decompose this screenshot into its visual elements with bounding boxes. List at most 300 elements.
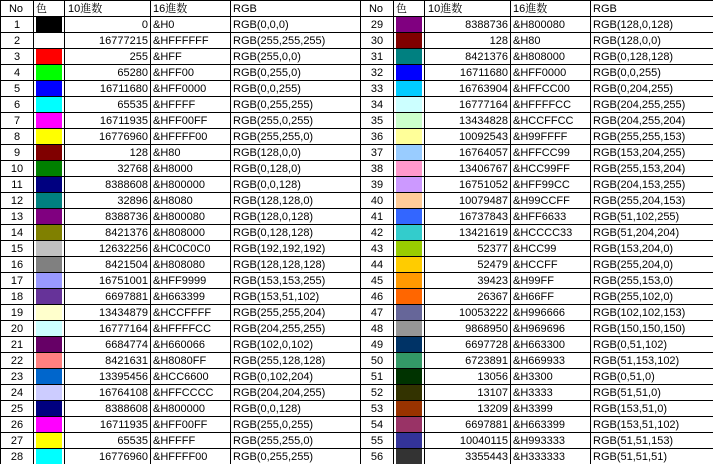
cell-color-swatch-right: [394, 65, 425, 81]
cell-decimal-right: 9868950: [425, 321, 511, 337]
cell-hex-right: &H3399: [511, 401, 591, 417]
cell-decimal-right: 26367: [425, 289, 511, 305]
cell-color-swatch-right: [394, 145, 425, 161]
color-swatch: [396, 65, 422, 80]
cell-no-right: 50: [361, 353, 394, 369]
cell-rgb-right: RGB(150,150,150): [591, 321, 713, 337]
cell-color-swatch-right: [394, 177, 425, 193]
cell-no-left: 17: [1, 273, 34, 289]
cell-hex-right: &H3333: [511, 385, 591, 401]
cell-decimal-left: 16764108: [65, 385, 151, 401]
cell-decimal-right: 16737843: [425, 209, 511, 225]
cell-rgb-right: RGB(128,0,0): [591, 33, 713, 49]
cell-no-left: 25: [1, 401, 34, 417]
table-row: [1, 145, 713, 161]
cell-color-swatch-left: [34, 17, 65, 33]
table-row: [1, 161, 713, 177]
color-swatch: [396, 209, 422, 224]
cell-hex-right: &H969696: [511, 321, 591, 337]
cell-decimal-left: 16711935: [65, 113, 151, 129]
cell-hex-right: &HFF6633: [511, 209, 591, 225]
cell-color-swatch-left: [34, 289, 65, 305]
cell-no-left: 15: [1, 241, 34, 257]
cell-hex-right: &HCCFF: [511, 257, 591, 273]
cell-no-left: 1: [1, 17, 34, 33]
cell-color-swatch-right: [394, 97, 425, 113]
cell-hex-right: &HFFCC00: [511, 81, 591, 97]
cell-decimal-right: 3355443: [425, 449, 511, 464]
cell-no-left: 22: [1, 353, 34, 369]
cell-hex-right: &H663399: [511, 417, 591, 433]
color-swatch: [36, 177, 62, 192]
table-row: [1, 209, 713, 225]
color-swatch: [36, 65, 62, 80]
cell-decimal-left: 16711935: [65, 417, 151, 433]
cell-decimal-right: 16751052: [425, 177, 511, 193]
color-swatch: [396, 113, 422, 128]
table-row: [1, 97, 713, 113]
cell-rgb-left: RGB(204,204,255): [231, 385, 361, 401]
color-swatch: [396, 225, 422, 240]
color-swatch: [36, 49, 62, 64]
cell-decimal-right: 16763904: [425, 81, 511, 97]
cell-rgb-right: RGB(153,204,255): [591, 145, 713, 161]
cell-hex-right: &HCCFFCC: [511, 113, 591, 129]
color-swatch: [36, 129, 62, 144]
cell-hex-left: &HCC6600: [151, 369, 231, 385]
cell-no-right: 37: [361, 145, 394, 161]
cell-color-swatch-left: [34, 385, 65, 401]
cell-hex-left: &HFF00: [151, 65, 231, 81]
cell-no-right: 55: [361, 433, 394, 449]
header-decimal-left: 10進数: [65, 1, 151, 17]
cell-rgb-right: RGB(51,51,51): [591, 449, 713, 464]
cell-color-swatch-right: [394, 369, 425, 385]
cell-no-right: 54: [361, 417, 394, 433]
color-swatch: [396, 145, 422, 160]
cell-decimal-right: 6697728: [425, 337, 511, 353]
cell-no-right: 56: [361, 449, 394, 464]
cell-no-right: 48: [361, 321, 394, 337]
table-row: [1, 305, 713, 321]
cell-hex-left: &H800000: [151, 401, 231, 417]
cell-rgb-left: RGB(128,128,0): [231, 193, 361, 209]
cell-color-swatch-right: [394, 49, 425, 65]
table-row: [1, 337, 713, 353]
cell-no-left: 16: [1, 257, 34, 273]
cell-color-swatch-right: [394, 401, 425, 417]
cell-rgb-left: RGB(128,128,128): [231, 257, 361, 273]
color-swatch: [396, 305, 422, 320]
cell-decimal-right: 39423: [425, 273, 511, 289]
cell-no-left: 8: [1, 129, 34, 145]
cell-decimal-right: 13434828: [425, 113, 511, 129]
cell-hex-right: &H80: [511, 33, 591, 49]
cell-rgb-right: RGB(255,255,153): [591, 129, 713, 145]
table-row: [1, 257, 713, 273]
color-swatch: [36, 273, 62, 288]
cell-decimal-right: 6697881: [425, 417, 511, 433]
cell-hex-right: &HFFCC99: [511, 145, 591, 161]
cell-color-swatch-right: [394, 385, 425, 401]
table-row: [1, 289, 713, 305]
cell-no-right: 31: [361, 49, 394, 65]
cell-color-swatch-right: [394, 273, 425, 289]
cell-no-left: 28: [1, 449, 34, 464]
cell-hex-right: &H99FFFF: [511, 129, 591, 145]
cell-decimal-left: 8388736: [65, 209, 151, 225]
color-swatch: [36, 385, 62, 400]
cell-no-left: 21: [1, 337, 34, 353]
cell-color-swatch-left: [34, 321, 65, 337]
cell-decimal-right: 10053222: [425, 305, 511, 321]
cell-no-left: 26: [1, 417, 34, 433]
cell-hex-left: &HFF: [151, 49, 231, 65]
cell-hex-right: &H663300: [511, 337, 591, 353]
cell-hex-left: &HFF9999: [151, 273, 231, 289]
cell-rgb-left: RGB(255,255,255): [231, 33, 361, 49]
cell-rgb-left: RGB(128,0,128): [231, 209, 361, 225]
cell-no-right: 47: [361, 305, 394, 321]
color-swatch: [36, 433, 62, 448]
cell-color-swatch-left: [34, 433, 65, 449]
cell-rgb-left: RGB(0,128,128): [231, 225, 361, 241]
cell-decimal-right: 13406767: [425, 161, 511, 177]
cell-no-right: 34: [361, 97, 394, 113]
cell-no-left: 5: [1, 81, 34, 97]
cell-color-swatch-left: [34, 177, 65, 193]
table-row: [1, 17, 713, 33]
header-color-right: 色: [394, 1, 425, 17]
cell-no-right: 35: [361, 113, 394, 129]
cell-rgb-right: RGB(0,51,102): [591, 337, 713, 353]
color-swatch: [396, 385, 422, 400]
cell-color-swatch-left: [34, 225, 65, 241]
cell-hex-right: &HCCCC33: [511, 225, 591, 241]
color-swatch: [396, 49, 422, 64]
cell-no-right: 38: [361, 161, 394, 177]
color-swatch: [36, 289, 62, 304]
color-swatch: [36, 33, 62, 48]
color-swatch: [396, 353, 422, 368]
cell-rgb-right: RGB(204,255,255): [591, 97, 713, 113]
cell-no-left: 13: [1, 209, 34, 225]
cell-rgb-left: RGB(0,0,255): [231, 81, 361, 97]
cell-rgb-left: RGB(255,255,0): [231, 129, 361, 145]
cell-decimal-left: 16776960: [65, 129, 151, 145]
color-swatch: [396, 449, 422, 464]
cell-hex-left: &H80: [151, 145, 231, 161]
cell-color-swatch-right: [394, 33, 425, 49]
cell-no-right: 53: [361, 401, 394, 417]
cell-rgb-right: RGB(0,204,255): [591, 81, 713, 97]
cell-decimal-left: 12632256: [65, 241, 151, 257]
cell-hex-left: &HFFFF00: [151, 129, 231, 145]
cell-no-left: 6: [1, 97, 34, 113]
cell-rgb-left: RGB(0,255,255): [231, 97, 361, 113]
cell-color-swatch-left: [34, 193, 65, 209]
cell-hex-right: &H3300: [511, 369, 591, 385]
cell-decimal-left: 65535: [65, 97, 151, 113]
cell-no-left: 14: [1, 225, 34, 241]
cell-hex-right: &H66FF: [511, 289, 591, 305]
cell-hex-right: &HCC99: [511, 241, 591, 257]
cell-no-right: 32: [361, 65, 394, 81]
color-swatch: [396, 417, 422, 432]
cell-rgb-left: RGB(153,51,102): [231, 289, 361, 305]
color-swatch: [36, 401, 62, 416]
cell-hex-right: &HCC99FF: [511, 161, 591, 177]
cell-rgb-left: RGB(0,255,255): [231, 449, 361, 464]
cell-decimal-left: 8421504: [65, 257, 151, 273]
cell-color-swatch-left: [34, 33, 65, 49]
color-swatch: [396, 433, 422, 448]
cell-color-swatch-left: [34, 65, 65, 81]
cell-rgb-left: RGB(255,128,128): [231, 353, 361, 369]
table-row: [1, 353, 713, 369]
cell-decimal-left: 16776960: [65, 449, 151, 464]
cell-color-swatch-left: [34, 353, 65, 369]
cell-color-swatch-right: [394, 161, 425, 177]
table-body: [1, 1, 713, 464]
cell-rgb-right: RGB(153,51,102): [591, 417, 713, 433]
table-row: [1, 433, 713, 449]
cell-decimal-right: 8388736: [425, 17, 511, 33]
cell-decimal-left: 16777164: [65, 321, 151, 337]
cell-hex-right: &H99FF: [511, 273, 591, 289]
cell-rgb-left: RGB(153,153,255): [231, 273, 361, 289]
cell-no-right: 45: [361, 273, 394, 289]
cell-decimal-left: 32768: [65, 161, 151, 177]
color-swatch: [396, 81, 422, 96]
color-swatch: [36, 305, 62, 320]
cell-hex-left: &H808080: [151, 257, 231, 273]
cell-decimal-left: 13434879: [65, 305, 151, 321]
cell-color-swatch-right: [394, 209, 425, 225]
cell-hex-left: &H8080FF: [151, 353, 231, 369]
table-row: [1, 49, 713, 65]
cell-color-swatch-left: [34, 449, 65, 464]
cell-decimal-right: 16764057: [425, 145, 511, 161]
cell-no-left: 18: [1, 289, 34, 305]
table-row: [1, 401, 713, 417]
cell-rgb-left: RGB(0,0,0): [231, 17, 361, 33]
cell-rgb-left: RGB(192,192,192): [231, 241, 361, 257]
color-swatch: [396, 17, 422, 32]
table-row: [1, 65, 713, 81]
cell-color-swatch-left: [34, 401, 65, 417]
color-swatch: [36, 321, 62, 336]
cell-decimal-left: 255: [65, 49, 151, 65]
cell-rgb-right: RGB(255,102,0): [591, 289, 713, 305]
color-swatch: [396, 129, 422, 144]
cell-no-left: 2: [1, 33, 34, 49]
color-swatch: [36, 241, 62, 256]
color-swatch: [36, 337, 62, 352]
cell-hex-left: &HFF00FF: [151, 113, 231, 129]
table-row: [1, 113, 713, 129]
cell-rgb-right: RGB(128,0,128): [591, 17, 713, 33]
cell-decimal-right: 13107: [425, 385, 511, 401]
cell-rgb-left: RGB(0,255,0): [231, 65, 361, 81]
cell-decimal-right: 10040115: [425, 433, 511, 449]
color-swatch: [396, 161, 422, 176]
cell-rgb-right: RGB(102,102,153): [591, 305, 713, 321]
table-row: [1, 177, 713, 193]
cell-decimal-left: 32896: [65, 193, 151, 209]
cell-rgb-right: RGB(0,0,255): [591, 65, 713, 81]
cell-decimal-right: 13209: [425, 401, 511, 417]
cell-rgb-left: RGB(204,255,255): [231, 321, 361, 337]
table-row: [1, 241, 713, 257]
cell-hex-left: &HFFFF00: [151, 449, 231, 464]
table-row: [1, 385, 713, 401]
color-swatch: [396, 241, 422, 256]
cell-decimal-right: 8421376: [425, 49, 511, 65]
color-swatch: [396, 97, 422, 112]
cell-decimal-left: 6684774: [65, 337, 151, 353]
color-swatch: [36, 353, 62, 368]
table-row: [1, 273, 713, 289]
color-swatch: [36, 193, 62, 208]
cell-hex-left: &H663399: [151, 289, 231, 305]
cell-color-swatch-right: [394, 257, 425, 273]
cell-decimal-right: 128: [425, 33, 511, 49]
color-swatch: [36, 145, 62, 160]
color-swatch: [396, 401, 422, 416]
cell-decimal-right: 10079487: [425, 193, 511, 209]
cell-decimal-right: 6723891: [425, 353, 511, 369]
cell-no-right: 41: [361, 209, 394, 225]
cell-no-left: 20: [1, 321, 34, 337]
color-swatch: [396, 369, 422, 384]
cell-decimal-right: 52377: [425, 241, 511, 257]
cell-color-swatch-right: [394, 337, 425, 353]
color-swatch: [36, 449, 62, 464]
cell-rgb-right: RGB(51,102,255): [591, 209, 713, 225]
table-row: [1, 129, 713, 145]
color-swatch: [396, 177, 422, 192]
cell-no-right: 51: [361, 369, 394, 385]
cell-decimal-left: 16711680: [65, 81, 151, 97]
cell-hex-right: &H669933: [511, 353, 591, 369]
cell-hex-left: &HFF00FF: [151, 417, 231, 433]
cell-color-swatch-left: [34, 209, 65, 225]
table-row: [1, 81, 713, 97]
cell-no-left: 7: [1, 113, 34, 129]
cell-decimal-left: 8421376: [65, 225, 151, 241]
cell-decimal-right: 13056: [425, 369, 511, 385]
table-row: [1, 369, 713, 385]
cell-color-swatch-right: [394, 113, 425, 129]
color-swatch: [36, 225, 62, 240]
cell-rgb-right: RGB(0,128,128): [591, 49, 713, 65]
color-swatch: [36, 81, 62, 96]
cell-decimal-left: 8388608: [65, 177, 151, 193]
cell-hex-left: &H0: [151, 17, 231, 33]
color-swatch: [396, 289, 422, 304]
cell-hex-left: &HFFFF: [151, 433, 231, 449]
cell-color-swatch-right: [394, 417, 425, 433]
cell-color-swatch-left: [34, 337, 65, 353]
cell-no-right: 52: [361, 385, 394, 401]
cell-no-right: 46: [361, 289, 394, 305]
cell-rgb-left: RGB(0,0,128): [231, 401, 361, 417]
cell-color-swatch-right: [394, 193, 425, 209]
cell-rgb-left: RGB(255,0,255): [231, 417, 361, 433]
cell-no-left: 12: [1, 193, 34, 209]
cell-decimal-left: 0: [65, 17, 151, 33]
table-row: [1, 417, 713, 433]
cell-decimal-left: 16751001: [65, 273, 151, 289]
cell-hex-right: &H333333: [511, 449, 591, 464]
header-decimal-right: 10進数: [425, 1, 511, 17]
cell-hex-right: &HFFFFCC: [511, 97, 591, 113]
cell-rgb-left: RGB(0,128,0): [231, 161, 361, 177]
cell-decimal-left: 6697881: [65, 289, 151, 305]
cell-color-swatch-left: [34, 81, 65, 97]
cell-rgb-right: RGB(51,51,0): [591, 385, 713, 401]
color-swatch: [396, 33, 422, 48]
cell-decimal-right: 16777164: [425, 97, 511, 113]
cell-color-swatch-left: [34, 49, 65, 65]
cell-rgb-left: RGB(102,0,102): [231, 337, 361, 353]
cell-decimal-left: 128: [65, 145, 151, 161]
cell-rgb-left: RGB(0,0,128): [231, 177, 361, 193]
cell-rgb-left: RGB(255,255,204): [231, 305, 361, 321]
cell-no-left: 10: [1, 161, 34, 177]
cell-hex-left: &HFFCCCC: [151, 385, 231, 401]
cell-rgb-right: RGB(51,204,204): [591, 225, 713, 241]
cell-color-swatch-left: [34, 369, 65, 385]
cell-hex-left: &H660066: [151, 337, 231, 353]
cell-hex-left: &H800000: [151, 177, 231, 193]
color-swatch: [36, 417, 62, 432]
color-swatch: [396, 193, 422, 208]
cell-rgb-right: RGB(255,153,204): [591, 161, 713, 177]
cell-hex-left: &HFFFFCC: [151, 321, 231, 337]
cell-no-right: 42: [361, 225, 394, 241]
cell-no-left: 27: [1, 433, 34, 449]
cell-decimal-right: 52479: [425, 257, 511, 273]
cell-no-left: 19: [1, 305, 34, 321]
cell-hex-right: &H993333: [511, 433, 591, 449]
cell-color-swatch-right: [394, 353, 425, 369]
cell-rgb-right: RGB(51,51,153): [591, 433, 713, 449]
cell-rgb-right: RGB(255,204,0): [591, 257, 713, 273]
color-swatch: [36, 257, 62, 272]
cell-hex-left: &HC0C0C0: [151, 241, 231, 257]
cell-color-swatch-left: [34, 145, 65, 161]
cell-hex-right: &HFF0000: [511, 65, 591, 81]
cell-color-swatch-right: [394, 129, 425, 145]
table-row: [1, 193, 713, 209]
cell-color-swatch-right: [394, 433, 425, 449]
color-swatch: [396, 321, 422, 336]
header-rgb-right: RGB: [591, 1, 713, 17]
cell-color-swatch-left: [34, 241, 65, 257]
cell-color-swatch-left: [34, 305, 65, 321]
cell-hex-left: &H8000: [151, 161, 231, 177]
cell-no-right: 49: [361, 337, 394, 353]
cell-no-right: 36: [361, 129, 394, 145]
table-row: [1, 33, 713, 49]
cell-no-left: 4: [1, 65, 34, 81]
cell-rgb-left: RGB(255,255,0): [231, 433, 361, 449]
cell-rgb-left: RGB(255,0,0): [231, 49, 361, 65]
cell-rgb-right: RGB(204,255,204): [591, 113, 713, 129]
header-hex-right: 16進数: [511, 1, 591, 17]
